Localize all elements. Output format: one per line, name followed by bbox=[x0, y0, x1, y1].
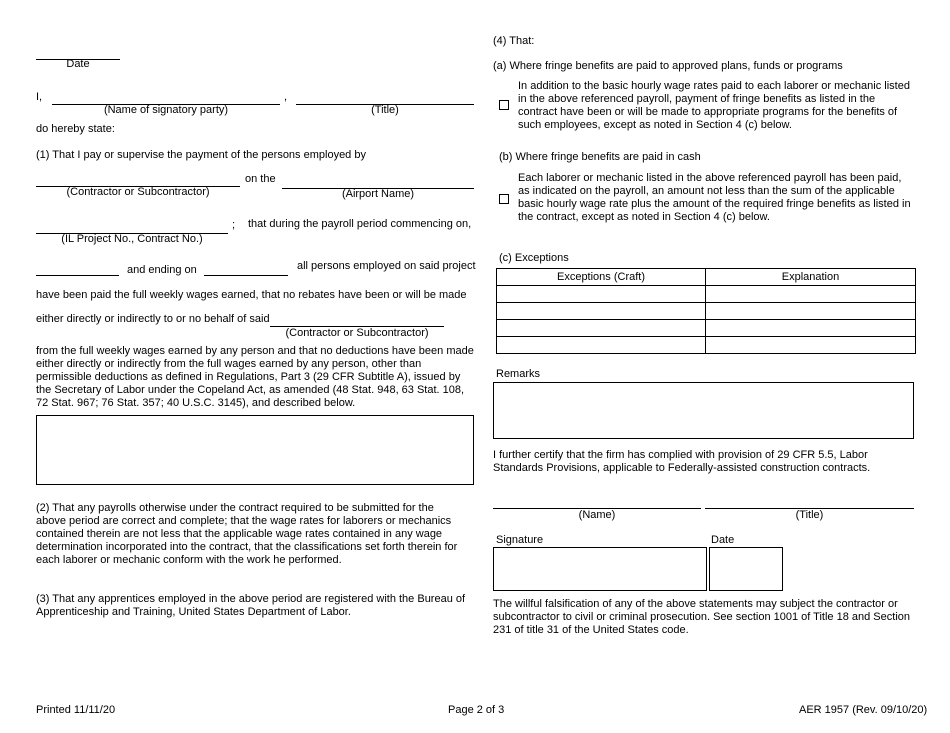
fringe-cash-heading: (b) Where fringe benefits are paid in cash bbox=[499, 151, 701, 163]
item-2-paragraph: (2) That any payrolls otherwise under the contract required to be submitted for the above period are correct and complete; that the wage rates for laborers or mechanics contained therein are not less that the applicable wage rates contained in any wage determination incorporated into the contract, that the classifications set forth therein for each laborer or mechanic conform with the work he performed. bbox=[36, 502, 458, 566]
fringe-cash-text: Each laborer or mechanic listed in the above referenced payroll has been paid, as indicated on the payroll, an amount not less than the sum of the applicable basic hourly wage rate plus the amount of the required fringe benefits as listed in the contract, except as noted in Section 4 (c) below. bbox=[518, 172, 911, 223]
signatory-name-caption: (Name of signatory party) bbox=[103, 104, 229, 116]
explanation-cell[interactable] bbox=[706, 337, 916, 354]
signatory-title-caption: (Title) bbox=[371, 104, 399, 116]
exceptions-craft-cell[interactable] bbox=[497, 337, 706, 354]
explanation-cell[interactable] bbox=[706, 286, 916, 303]
certify-text: I further certify that the firm has complied with provision of 29 CFR 5.5, Labor Standards Provisions, applicable to Federally-assisted construction contracts. bbox=[493, 449, 871, 474]
fringe-cash-checkbox[interactable] bbox=[499, 194, 509, 204]
either-directly-text: either directly or indirectly to or no behalf of said bbox=[36, 313, 270, 325]
exceptions-craft-cell[interactable] bbox=[497, 320, 706, 337]
certifier-name-caption: (Name) bbox=[578, 509, 616, 521]
item-4-heading: (4) That: bbox=[493, 35, 535, 47]
deductions-description-box[interactable] bbox=[36, 415, 474, 485]
deductions-paragraph: from the full weekly wages earned by any person and that no deductions have been made either directly or indirectly from the full wages earned by any person, other than permissible deductions as defined in Regulations, Part 3 (29 CFR Subtitle A), issued by the Secretary of Labor under the Copeland Act, as amended (48 Stat. 948, 63 Stat. 108, 72 Stat. 967; 76 Stat. 357; 40 U.S.C. 3145), and described below. bbox=[36, 345, 474, 409]
remarks-label: Remarks bbox=[496, 368, 541, 380]
table-row bbox=[497, 286, 916, 303]
comma-separator: , bbox=[284, 91, 288, 103]
payroll-period-text: that during the payroll period commencing on, bbox=[248, 218, 472, 230]
date-label: Date bbox=[711, 534, 735, 546]
all-persons-text: all persons employed on said project bbox=[297, 260, 476, 272]
remarks-box[interactable] bbox=[493, 382, 914, 439]
end-date-line[interactable] bbox=[204, 275, 288, 276]
page-number: Page 2 of 3 bbox=[448, 704, 505, 716]
falsification-warning: The willful falsification of any of the above statements may subject the contractor or subcontractor to civil or criminal prosecution. See section 1001 of Title 18 and Section 231 of title 31 of the United States code. bbox=[493, 598, 911, 636]
contractor-caption: (Contractor or Subcontractor) bbox=[66, 186, 210, 198]
exceptions-craft-header: Exceptions (Craft) bbox=[497, 269, 706, 286]
exceptions-craft-cell[interactable] bbox=[497, 303, 706, 320]
airport-name-caption: (Airport Name) bbox=[341, 188, 415, 200]
exceptions-craft-cell[interactable] bbox=[497, 286, 706, 303]
printed-date: Printed 11/11/20 bbox=[36, 704, 116, 716]
certifier-title-caption: (Title) bbox=[795, 509, 824, 521]
semicolon-separator: ; bbox=[232, 219, 236, 231]
start-date-line[interactable] bbox=[36, 275, 119, 276]
signature-label: Signature bbox=[496, 534, 544, 546]
fringe-plans-text: In addition to the basic hourly wage rates paid to each laborer or mechanic listed in the above referenced payroll, payment of fringe benefits as listed in the contract have been or will be made to appropriate programs for the benefits of such employees, except as noted in Section 4 (c) below. bbox=[518, 80, 910, 131]
hereby-state-text: do hereby state: bbox=[36, 123, 115, 135]
fringe-plans-checkbox[interactable] bbox=[499, 100, 509, 110]
explanation-header: Explanation bbox=[706, 269, 916, 286]
exceptions-heading: (c) Exceptions bbox=[499, 252, 569, 264]
form-identifier: AER 1957 (Rev. 09/10/20) bbox=[799, 704, 928, 716]
i-label: I, bbox=[36, 91, 43, 103]
exceptions-header-row bbox=[497, 269, 916, 286]
contractor-caption-2: (Contractor or Subcontractor) bbox=[285, 327, 429, 339]
explanation-cell[interactable] bbox=[706, 303, 916, 320]
date-caption: Date bbox=[66, 58, 90, 70]
paid-full-wages-text: have been paid the full weekly wages earned, that no rebates have been or will be made bbox=[36, 289, 467, 301]
explanation-cell[interactable] bbox=[706, 320, 916, 337]
signature-date-box[interactable] bbox=[709, 547, 783, 591]
table-row bbox=[497, 303, 916, 320]
table-row bbox=[497, 320, 916, 337]
table-row bbox=[497, 337, 916, 354]
item-3-paragraph: (3) That any apprentices employed in the above period are registered with the Bureau of Apprenticeship and Training, United States Department of Labor. bbox=[36, 593, 466, 618]
project-number-caption: (IL Project No., Contract No.) bbox=[61, 233, 203, 245]
exceptions-table bbox=[496, 268, 916, 354]
ending-on-text: and ending on bbox=[127, 264, 197, 276]
on-the-text: on the bbox=[245, 173, 276, 185]
fringe-plans-heading: (a) Where fringe benefits are paid to approved plans, funds or programs bbox=[493, 60, 843, 72]
signature-box[interactable] bbox=[493, 547, 707, 591]
item-1-intro: (1) That I pay or supervise the payment of the persons employed by bbox=[36, 149, 366, 161]
